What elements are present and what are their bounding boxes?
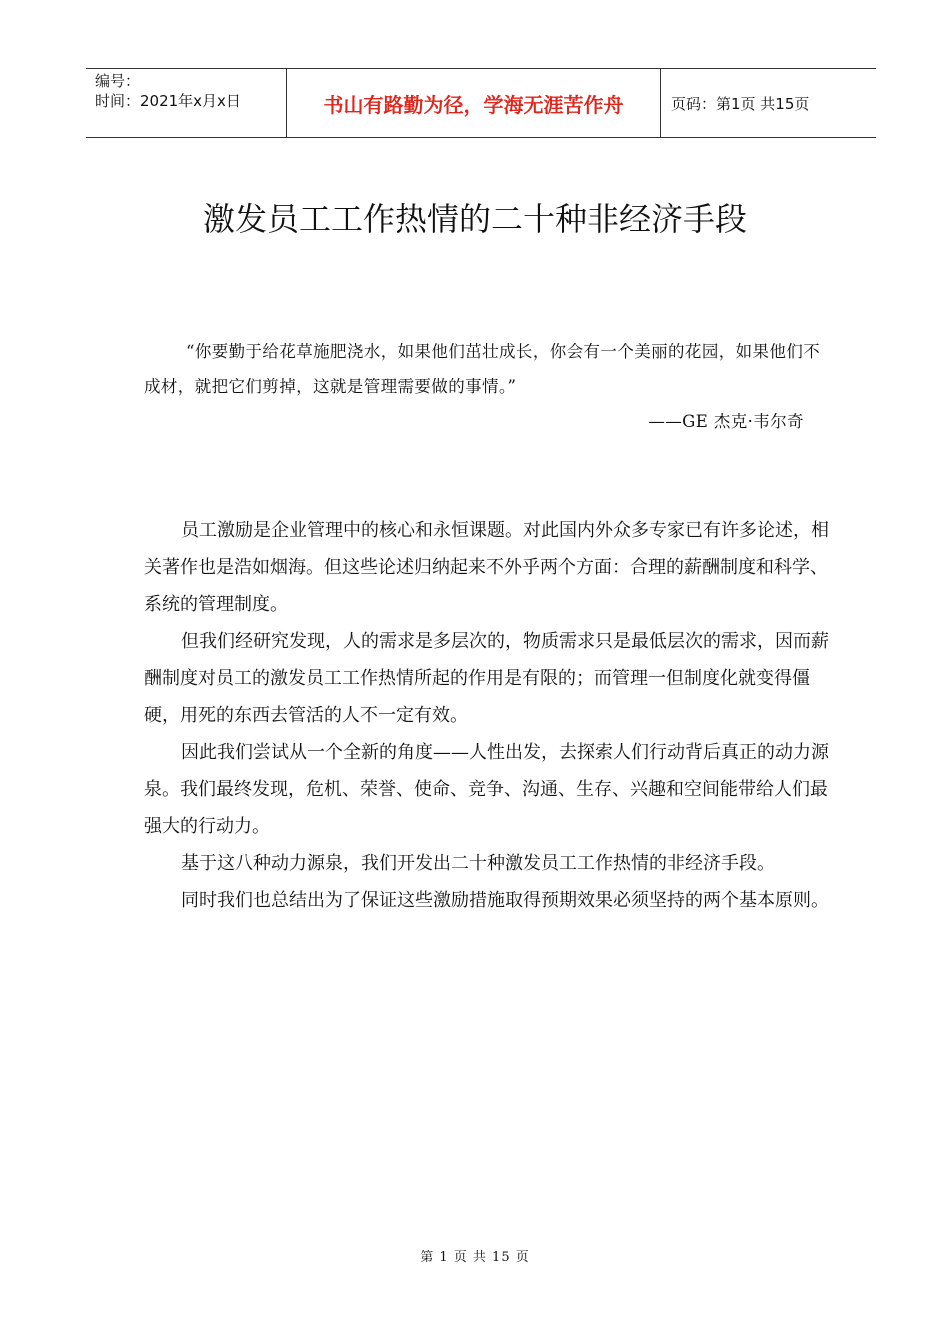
paragraph-3: [144, 734, 829, 845]
page-info: 页码：第1页 共15页: [671, 94, 810, 113]
number-label: 编号：: [95, 72, 141, 90]
body-text: [144, 512, 829, 919]
motivation-keywords: 危机、荣誉、使命、竞争、沟通、生存、兴趣: [306, 779, 666, 800]
time-label: 时间：2021年x月x日: [95, 92, 241, 110]
epigraph-quote: [144, 334, 824, 439]
header-motto-cell: [287, 69, 661, 137]
keyword-last: 空间: [684, 779, 720, 800]
paragraph-2: 但我们经研究发现，人的需求是多层次的，物质需求只是最低层次的需求，因而薪酬制度对员工的激发员工工作热情所起的作用是有限的；而管理一但制度化就变得僵硬，用死的东西去管活的人不一定有效。: [144, 631, 829, 726]
quote-text: “你要勤于给花草施肥浇水，如果他们茁壮成长，你会有一个美丽的花园，如果他们不成材，就把它们剪掉，这就是管理需要做的事情。”: [144, 342, 821, 396]
paragraph-4: 基于这八种动力源泉，我们开发出二十种激发员工工作热情的非经济手段。: [181, 853, 775, 874]
paragraph-3-intro: 因此我们尝试从一个全新的角度——人性出发，去探索人们行动背后真正的动力源泉。我们最终发现，: [144, 742, 829, 800]
page-footer: 第 1 页 共 15 页: [420, 1250, 530, 1265]
paragraph-1: 员工激励是企业管理中的核心和永恒课题。对此国内外众多专家已有许多论述，相关著作也是浩如烟海。但这些论述归纳起来不外乎两个方面：合理的薪酬制度和科学、系统的管理制度。: [144, 520, 829, 615]
motto-text: 书山有路勤为径，学海无涯苦作舟: [323, 92, 624, 117]
header-meta-cell: [86, 69, 287, 137]
header-page-cell: [661, 69, 876, 137]
paragraph-3-outro: 能带给人们最强大的行动力。: [144, 779, 828, 837]
quote-attribution: ——GE 杰克·韦尔奇: [648, 412, 804, 431]
conjunction: 和: [666, 779, 684, 800]
header-table: [86, 68, 876, 138]
paragraph-5: 同时我们也总结出为了保证这些激励措施取得预期效果必须坚持的两个基本原则。: [181, 890, 829, 911]
document-title: 激发员工工作热情的二十种非经济手段: [202, 200, 747, 238]
